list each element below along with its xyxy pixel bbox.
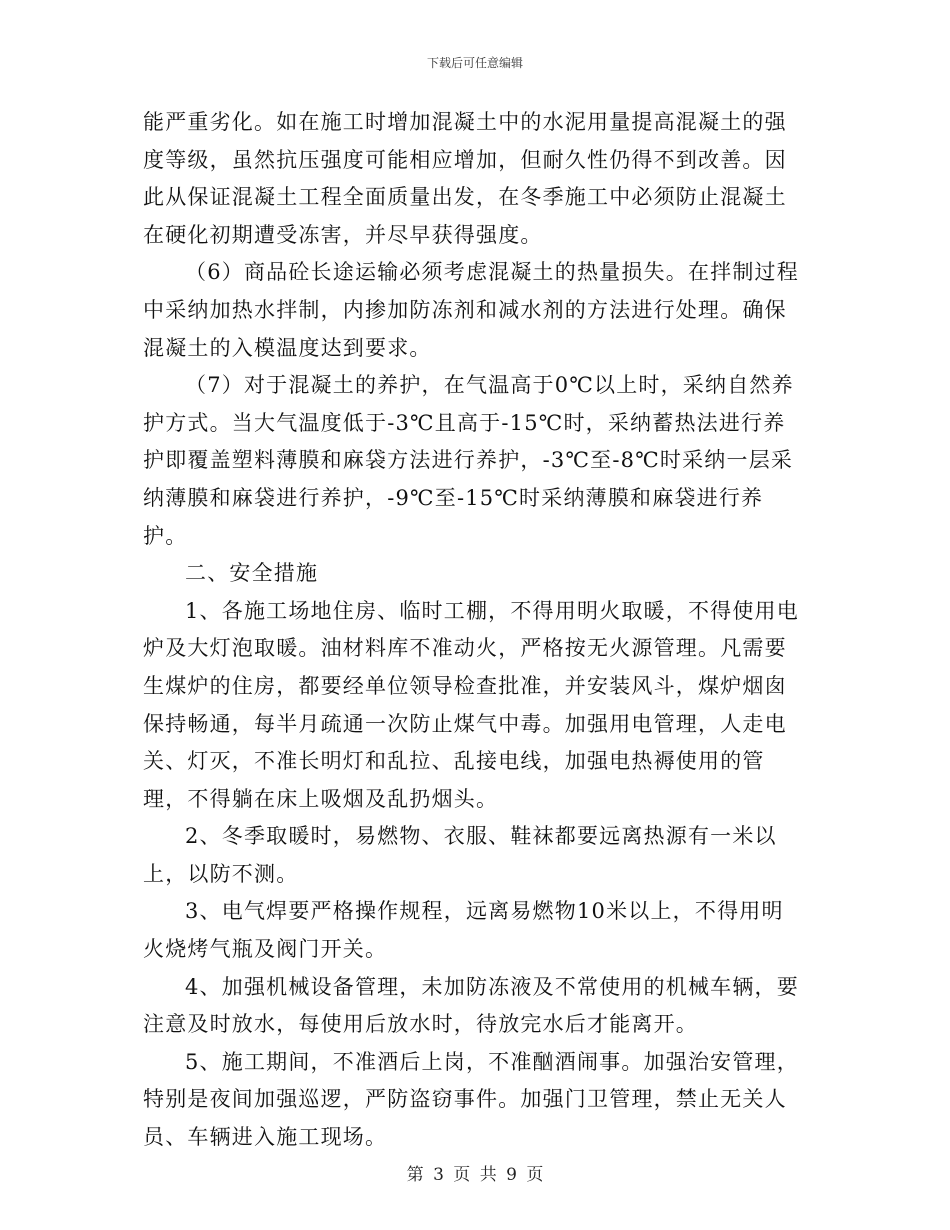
paragraph-item-7: （7）对于混凝土的养护，在气温高于0℃以上时，采纳自然养护方式。当大气温度低于-3℃且高于-15℃时，采纳蓄热法进行养护即覆盖塑料薄膜和麻袋方法进行养护，-3℃至-8℃时采纳一层采纳薄膜和麻袋进行养护，-9℃至-15℃时采纳薄膜和麻袋进行养护。 <box>143 373 794 548</box>
document-body <box>143 104 805 1157</box>
paragraph-item-6: （6）商品砼长途运输必须考虑混凝土的热量损失。在拌制过程中采纳加热水拌制，内掺加防冻剂和减水剂的方法进行处理。确保混凝土的入模温度达到要求。 <box>143 260 799 360</box>
section-heading-safety: 二、安全措施 <box>185 561 319 586</box>
paragraph-safety-2: 2、冬季取暖时，易燃物、衣服、鞋袜都要远离热源有一米以上，以防不测。 <box>143 824 777 886</box>
paragraph-safety-4: 4、加强机械设备管理，未加防冻液及不常使用的机械车辆，要注意及时放水，每使用后放水时，待放完水后才能离开。 <box>143 974 799 1037</box>
paragraph-safety-3: 3、电气焊要严格操作规程，远离易燃物10米以上，不得用明火烧烤气瓶及阀门开关。 <box>143 899 784 962</box>
paragraph-continuation: 能严重劣化。如在施工时增加混凝土中的水泥用量提高混凝土的强度等级，虽然抗压强度可能相应增加，但耐久性仍得不到改善。因此从保证混凝土工程全面质量出发，在冬季施工中必须防止混凝土在硬化初期遭受冻害，并尽早获得强度。 <box>143 110 787 247</box>
page-header-note: 下载后可任意编辑 <box>426 56 523 70</box>
paragraph-safety-5: 5、施工期间，不准酒后上岗，不准酗酒闹事。加强治安管理，特别是夜间加强巡逻，严防盗窃事件。加强门卫管理，禁止无关人员、车辆进入施工现场。 <box>143 1049 799 1150</box>
paragraph-safety-1: 1、各施工场地住房、临时工棚，不得用明火取暖，不得使用电炉及大灯泡取暖。油材料库不准动火，严格按无火源管理。凡需要生煤炉的住房，都要经单位领导检查批准，并安装风斗，煤炉烟囱保持畅通，每半月疏通一次防止煤气中毒。加强用电管理，人走电关、灯灭，不准长明灯和乱拉、乱接电线，加强电热褥使用的管理，不得躺在床上吸烟及乱扔烟头。 <box>143 598 799 811</box>
page-number-footer: 第 3 页 共 9 页 <box>406 1165 544 1185</box>
